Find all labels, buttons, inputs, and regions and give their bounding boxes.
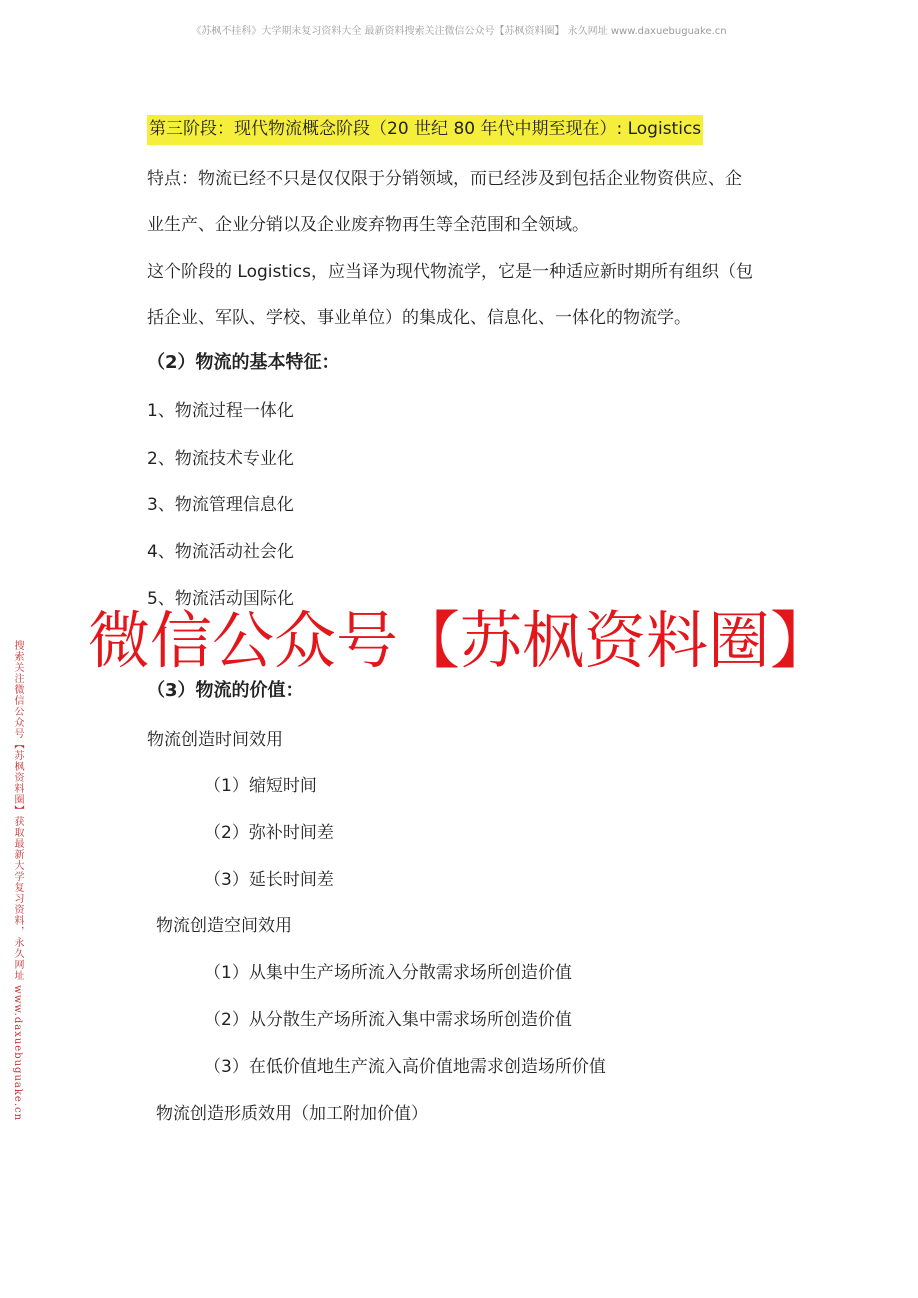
paragraph-line: 这个阶段的 Logistics，应当译为现代物流学，它是一种适应新时期所有组织（包 bbox=[147, 262, 753, 282]
wechat-watermark: 微信公众号【苏枫资料圈】 bbox=[88, 604, 833, 677]
side-watermark: 搜索关注微信公众号【苏枫资料圈】获取最新大学复习资料，永久网址 www.daxuebuguake.cn bbox=[12, 640, 23, 1122]
list-item: （3）延长时间差 bbox=[204, 870, 334, 890]
section-heading: （3）物流的价值： bbox=[147, 680, 304, 701]
list-item: （1）缩短时间 bbox=[204, 776, 317, 796]
list-item: （2）弥补时间差 bbox=[204, 823, 334, 843]
paragraph-line: 特点：物流已经不只是仅仅限于分销领域，而已经涉及到包括企业物资供应、企 bbox=[147, 169, 742, 189]
list-item: 4、物流活动社会化 bbox=[147, 542, 294, 562]
paragraph-line: 括企业、军队、学校、事业单位）的集成化、信息化、一体化的物流学。 bbox=[147, 308, 691, 328]
list-item: （2）从分散生产场所流入集中需求场所创造价值 bbox=[204, 1010, 572, 1030]
highlighted-text: 第三阶段：现代物流概念阶段（20 世纪 80 年代中期至现在）: Logistics bbox=[147, 115, 703, 145]
section-heading: （2）物流的基本特征： bbox=[147, 352, 340, 373]
stage3-title bbox=[147, 117, 703, 141]
list-item: 5、物流活动国际化 bbox=[147, 589, 294, 609]
list-item: （1）从集中生产场所流入分散需求场所创造价值 bbox=[204, 963, 572, 983]
sub-heading: 物流创造时间效用 bbox=[147, 730, 283, 750]
sub-heading: 物流创造形质效用（加工附加价值） bbox=[156, 1104, 428, 1124]
list-item: 1、物流过程一体化 bbox=[147, 401, 294, 421]
list-item: 3、物流管理信息化 bbox=[147, 495, 294, 515]
sub-heading: 物流创造空间效用 bbox=[156, 916, 292, 936]
list-item: （3）在低价值地生产流入高价值地需求创造场所价值 bbox=[204, 1057, 606, 1077]
header-banner: 《苏枫不挂科》大学期末复习资料大全 最新资料搜索关注微信公众号【苏枫资料圈】 永久网址 www.daxuebuguake.cn bbox=[191, 26, 727, 37]
paragraph-line: 业生产、企业分销以及企业废弃物再生等全范围和全领域。 bbox=[147, 215, 589, 235]
list-item: 2、物流技术专业化 bbox=[147, 449, 294, 469]
